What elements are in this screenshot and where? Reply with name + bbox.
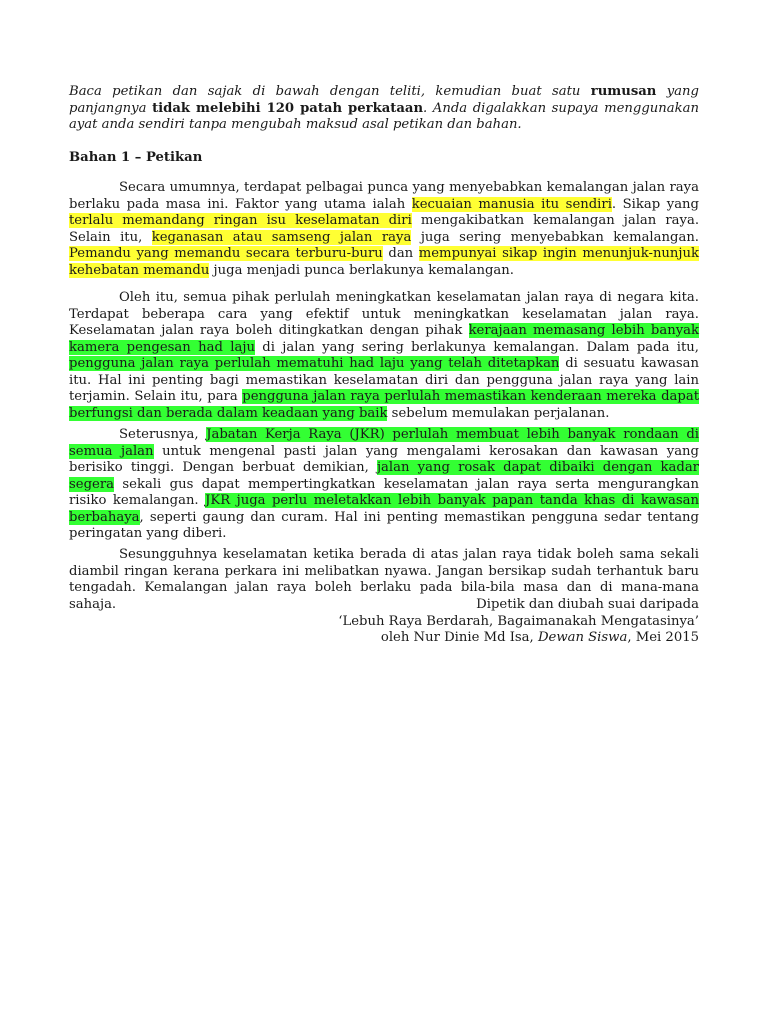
instruction-bold-word-limit: tidak melebihi 120 patah perkataan [152, 100, 424, 116]
text-run: juga sering menyebabkan kemalangan. [411, 229, 699, 245]
text-run: , seperti gaung dan curam. Hal ini penting memastikan pengguna sedar tentang peringatan yang diberi. [69, 509, 699, 541]
paragraph-1 [69, 180, 699, 279]
source-date: , Mei 2015 [627, 630, 699, 645]
highlight-yellow: Pemandu yang memandu secara terburu-buru [69, 246, 383, 261]
text-run: untuk mengenal pasti jalan yang mengalami kerosakan dan kawasan yang berisiko tinggi. Dengan berbuat demikian, [69, 443, 699, 475]
instruction-part: . Anda digalakkan supaya menggunakan ayat anda sendiri tanpa mengubah maksud asal petikan dan bahan. [69, 100, 699, 132]
source-line-1: Dipetik dan diubah suai daripada [476, 597, 699, 612]
source-line-2: ‘Lebuh Raya Berdarah, Bagaimanakah Mengatasinya’ [338, 613, 699, 629]
text-run: di sesuatu kawasan itu. Hal ini penting bagi memastikan keselamatan diri dan pengguna jalan raya yang lain terjamin. Selain itu, para [69, 356, 699, 404]
instruction-text [69, 84, 699, 134]
instruction-part: Baca petikan dan sajak di bawah dengan teliti, kemudian buat satu [69, 84, 591, 99]
instruction-bold-rumusan: rumusan [590, 84, 657, 99]
text-run: Seterusnya, [119, 427, 207, 442]
text-run: juga menjadi punca berlakunya kemalangan. [209, 262, 514, 278]
instruction-part: yang panjangnya [69, 84, 699, 116]
source-author: oleh Nur Dinie Md Isa, [380, 630, 538, 645]
text-run: Oleh itu, semua pihak perlulah meningkatkan keselamatan jalan raya di negara kita. Terdapat beberapa cara yang efektif untuk meningkatkan keselamatan jalan raya. Keselamatan jalan raya boleh ditingkatkan dengan pihak [69, 290, 699, 338]
paragraph-4: Sesungguhnya keselamatan ketika berada di atas jalan raya tidak boleh sama sekali diambil ringan kerana perkara ini melibatkan nyawa. Jangan bersikap sudah terhantuk baru tengadah. Kemalangan jalan raya boleh berlaku pada bila-bila masa dan di mana-mana sahaja. [69, 547, 699, 612]
highlight-green: pengguna jalan raya perlulah memastikan kenderaan mereka dapat berfungsi dan berada dalam keadaan yang baik [69, 389, 699, 421]
highlight-yellow: keganasan atau samseng jalan raya [151, 229, 412, 245]
highlight-green: kerajaan memasang lebih banyak kamera pengesan had laju [69, 323, 699, 355]
text-run: mengakibatkan kemalangan jalan raya. Selain itu, [69, 213, 700, 245]
highlight-green: Jabatan Kerja Raya (JKR) perlulah membuat lebih banyak rondaan di semua jalan [69, 427, 699, 459]
text-run: sekali gus dapat mempertingkatkan keselamatan jalan raya serta mengurangkan risiko kemalangan. [69, 476, 699, 508]
highlight-green: JKR juga perlu meletakkan lebih banyak papan tanda khas di kawasan berbahaya [69, 493, 700, 525]
source-line-3 [338, 630, 699, 647]
text-run: di jalan yang sering berlakunya kemalangan. Dalam pada itu, [254, 339, 699, 355]
section-heading: Bahan 1 – Petikan [69, 150, 203, 165]
paragraph-3 [69, 427, 699, 543]
text-run: Secara umumnya, terdapat pelbagai punca yang menyebabkan kemalangan jalan raya berlaku pada masa ini. Faktor yang utama ialah [69, 180, 699, 212]
highlight-green: pengguna jalan raya perlulah mematuhi had laju yang telah ditetapkan [69, 356, 560, 371]
highlight-yellow: kecuaian manusia itu sendiri [411, 196, 612, 212]
source-citation [338, 597, 699, 647]
highlight-green: jalan yang rosak dapat dibaiki dengan kadar segera [69, 460, 699, 492]
highlight-yellow: mempunyai sikap ingin menunjuk-nunjuk kehebatan memandu [69, 246, 699, 278]
paragraph-2 [69, 290, 699, 422]
text-run: dan [382, 246, 419, 261]
highlight-yellow: terlalu memandang ringan isu keselamatan diri [69, 213, 412, 228]
source-publication: Dewan Siswa [537, 630, 628, 645]
text-run: sebelum memulakan perjalanan. [387, 405, 610, 421]
text-run: . Sikap yang [611, 196, 699, 212]
